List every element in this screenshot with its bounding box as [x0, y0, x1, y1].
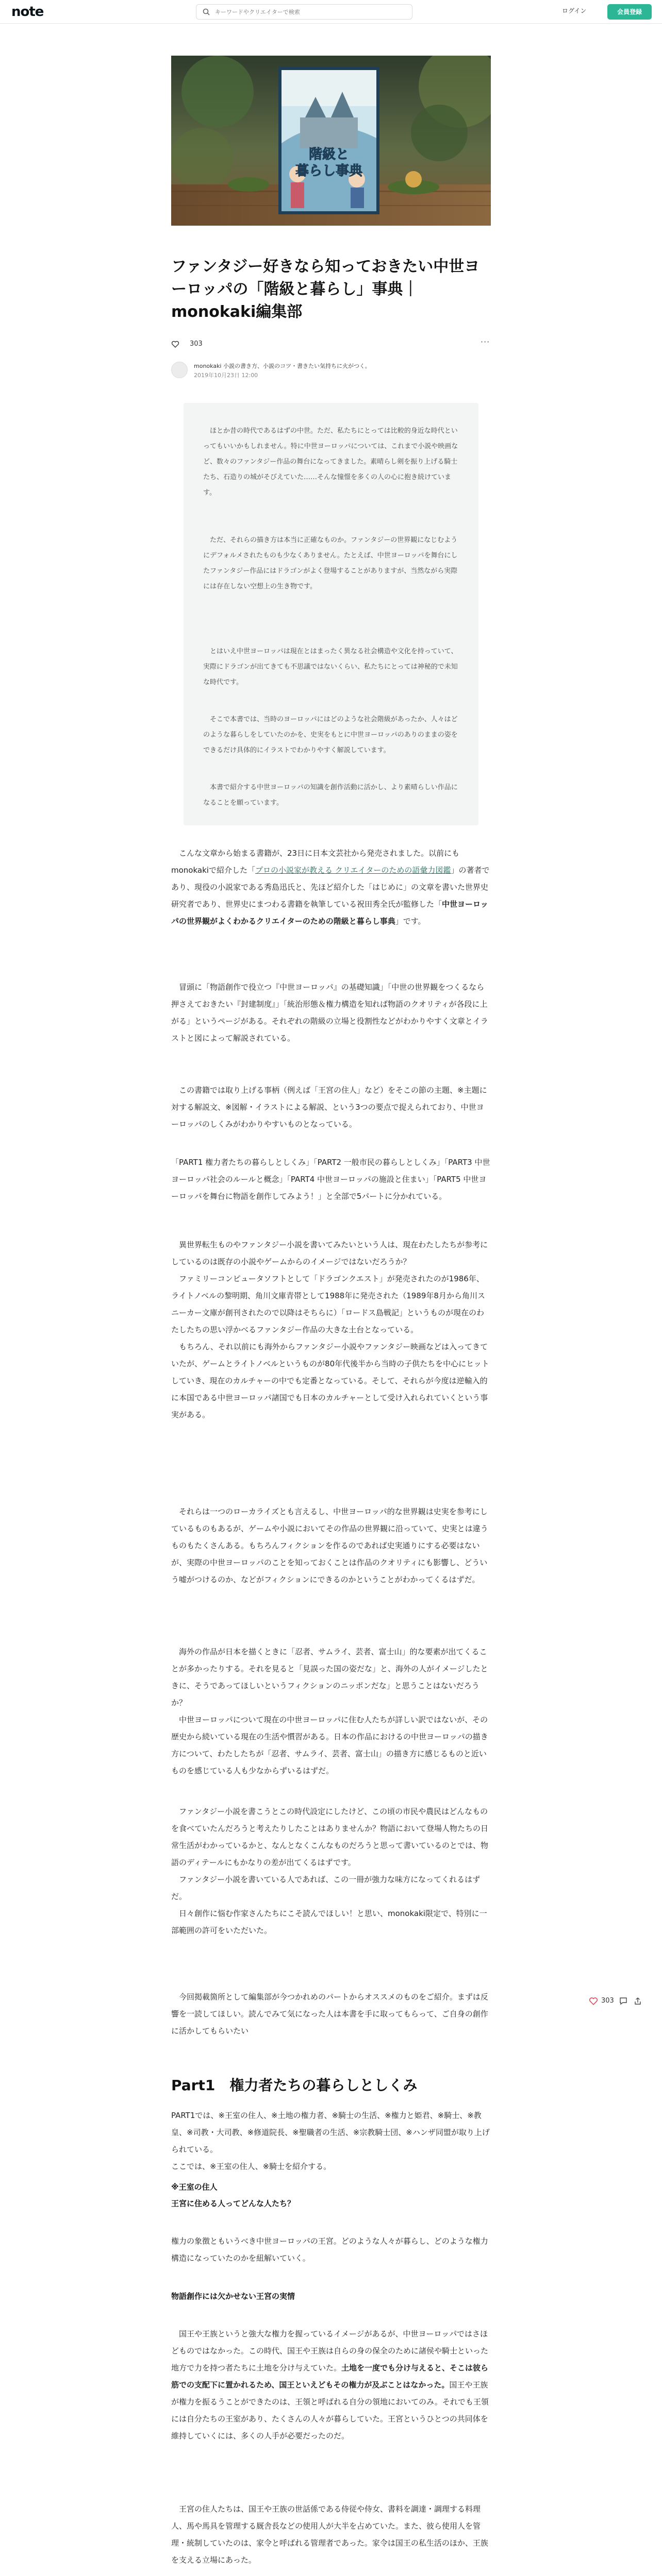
body-paragraph: 国王や王族というと強大な権力を握っているイメージがあるが、中世ヨーロッパではさほどものではなかった。この時代、国王や王族は自らの身の保全のために諸侯や騎士といった地方で力を持つ者たちに土地を分け与えていた。土地を一度でも分け与えると、そこは彼ら筋での支配下に置かれるため、国王といえどもその権力が及ぶことはなかった。国王や王族が権力を振るうことができたのは、王領と呼ばれる自分の領地においてのみ。それでも王領には自分たちの王室があり、たくさんの人々が暮らしていた。王宮というひとつの共同体を維持していくには、多くの人手が必要だったのだ。 — [171, 2329, 489, 2441]
note-logo[interactable]: note — [11, 4, 44, 20]
intro-paragraph: ほとか昔の時代であるはずの中世。ただ、私たちにとっては比較的身近な時代といってもいいかもしれません。特に中世ヨーロッパについては、これまで小説や映画など、数々のファンタジー作品の舞台になってきました。素晴らし剣を振り上げる騎士たち、石造りの城がそびえていた……そんな憧憬を多くの人の心に抱き続けています。 — [203, 427, 458, 497]
intro-paragraph: そこで本書では、当時のヨーロッパにはどのような社会階級があったか、人々はどのような暮らしをしていたのかを、史実をもとに中世ヨーロッパのありのままの姿をできるだけ具体的にイラストでわかりやすく解説しています。 — [203, 716, 458, 754]
body-paragraph: 海外の作品が日本を描くときに「忍者、サムライ、芸者、富士山」的な要素が出てくることが多かったりする。それを見ると「見誤った国の姿だな」と、海外の人がイメージしたときに、そうであってほしいというフィクションのニッポンだな」と思うことはないだろうか？ 中世ヨーロッパについて現在の中世ヨーロッパに住む人たちが詳しい訳ではないが、その歴史から続いている現在の生活や慣習がある。日本の作品におけるの中世ヨーロッパの描き方について、わたしたちが「忍者、サムライ、芸者、富士山」の描き方に感じるものと近いものを感じている人も少なからずいるはずだ。 — [171, 1647, 488, 1775]
body-paragraph: 冒頭に「物語創作で役立つ『中世ヨーロッパ』の基礎知識」「中世の世界観をつくるなら押さえておきたい『封建制度』」「統治形態＆権力構造を知れば物語のクオリティが各段に上がる」というページがある。それぞれの階級の立場と役割性などがわかりやすく文章とイラストと図によって解説されている。 — [171, 982, 488, 1043]
hero-image — [171, 56, 491, 226]
publish-date: 2019年10月23日 12:00 — [194, 372, 258, 379]
body-paragraph: ファンタジー小説を書こうとこの時代設定にしたけど、この頃の市民や農民はどんなものを食べていたんだろうと考えたりしたことはありませんか？物語において登場人物たちの日常生活がわかっているかと、なんとなくこんなものだろうと思って書いているのとでは、物語のディテールにもかなりの差が出てくるはずです。 ファンタジー小説を書いている人であれば、この一冊が強力な味方になってくれるはずだ。 日々創作に悩む作家さんたちにこそ読んでほしい！と思い、monokaki限定で、特別に一部範囲の許可をいただいた。 — [171, 1807, 489, 1935]
site-header — [0, 0, 662, 24]
body-paragraph: PART1では、※王室の住人、※土地の権力者、※騎士の生活、※権力と姫君、※騎士、※教皇、※司教・大司教、※修道院長、※聖職者の生活、※宗教騎士団、※ハンザ同盟が取り上げられている。 ここでは、※王室の住人、※騎士を紹介する。 — [171, 2111, 490, 2171]
body-paragraph: 「PART1 権力者たちの暮らしとしくみ」「PART2 一般市民の暮らしとしくみ」「PART3 中世ヨーロッパ社会のルールと概念」「PART4 中世ヨーロッパの施設と住まい」「PART5 中世ヨーロッパを舞台に物語を創作してみよう！」と全部で5パートに分かれている。 — [171, 1158, 490, 1201]
book-link[interactable]: プロの小説家が教える クリエイターのための語彙力図鑑 — [255, 866, 451, 875]
search-input[interactable] — [215, 5, 406, 19]
share-icon[interactable] — [633, 1996, 642, 2006]
cover-title-bottom: 暮らし事典 — [295, 163, 363, 179]
heart-icon[interactable] — [171, 340, 179, 348]
article-title: ファンタジー好きなら知っておきたい中世ヨーロッパの「階級と暮らし」事典｜monokaki編集部 — [171, 258, 480, 321]
like-count: 303 — [190, 340, 203, 348]
search-box[interactable] — [196, 4, 412, 20]
comment-icon[interactable] — [619, 1996, 628, 2006]
body-paragraph: 今回掲載箇所として編集部が今つかれめのパートからオススメのものをご紹介。まずは反響を一読してほしい。読んでみて気になった人は本書を手に取ってもらって、ご自身の創作に活かしてもらいたい — [171, 1992, 488, 2036]
login-link[interactable]: ログイン — [562, 7, 587, 14]
side-like-count: 303 — [601, 1997, 614, 2005]
author-block — [171, 361, 491, 381]
body-paragraph: この書籍では取り上げる事柄（例えば「王宮の住人」など）をそこの節の主題、※主題に対する解説文、※図解・イラストによる解説、という3つの要点で捉えられており、中世ヨーロッパのしくみがわかりやすいものとなっている。 — [171, 1086, 487, 1129]
intro-paragraph: 本書で紹介する中世ヨーロッパの知識を創作活動に活かし、より素晴らしい作品になることを願っています。 — [203, 784, 458, 807]
intro-quote — [184, 403, 478, 825]
avatar[interactable] — [171, 362, 188, 378]
body-paragraph: 異世界転生ものやファンタジー小説を書いてみたいという人は、現在わたしたちが参考にしているのは既存の小説やゲームからのイメージではないだろうか？ ファミリーコンピュータソフトとして「ドラゴンクエスト」が発売されたのが1986年、ライトノベルの黎明期、角川文庫青帯として1988年に発売された（1989年8月から角川スニーカー文庫が創刊されたので以降はそちらに）「ロードス島戦記」というものが現在のわたしたちの思い浮かべるファンタジー作品の大きな土台となっている。 もちろん、それ以前にも海外からファンタジー小説やファンタジー映画などは入ってきていたが、ゲームとライトノベルというものが80年代後半から当時の子供たちを中心にヒットしていき、現在のカルチャーの中でも定番となっている。そして、それらが今度は逆輸入的に本国である中世ヨーロッパ諸国でも日本のカルチャーとして受け入れられていくという事実がある。 — [171, 1240, 489, 1419]
body-paragraph: 権力の象徴ともいうべき中世ヨーロッパの王宮。どのような人々が暮らし、どのような権力構造になっていたのかを紐解いていく。 — [171, 2236, 488, 2263]
signup-button[interactable]: 会員登録 — [607, 4, 652, 20]
heart-icon[interactable] — [589, 1996, 598, 2006]
body-paragraph: 王宮の住人たちは、国王や王族の世話係である侍従や侍女、書料を調達・調理する料理人、馬や馬具を管理する厩舎長などの使用人が大半を占めていた。また、彼ら使用人を管理・統制していたのは、家令と呼ばれる管理者であった。家令は国王の私生活のほか、王族を支える立場にあった。 — [171, 2504, 488, 2565]
intro-paragraph: ただ、それらの描き方は本当に正確なものか。ファンタジーの世界観になじむようにデフォルメされたものも少なくありません。たとえば、中世ヨーロッパを舞台にしたファンタジー作品にはドラゴンがよく登場することがありますが、当然ながら実際には存在しない空想上の生き物です。 — [203, 536, 458, 590]
search-icon — [203, 8, 210, 15]
more-options-icon[interactable]: ··· — [481, 337, 490, 347]
cover-title-top: 階級と — [308, 147, 350, 162]
section-heading: Part1 権力者たちの暮らしとしくみ — [171, 2077, 418, 2094]
author-name[interactable]: monokaki 小説の書き方、小説のコツ・書きたい気持ちに火がつく。 — [194, 363, 371, 369]
body-paragraph: こんな文章から始まる書籍が、23日に日本文芸社から発売されました。以前にもmonokakiで紹介した「プロの小説家が教える クリエイターのための語彙力図鑑」の著者であり、現役の小説家である秀島迅氏と、先ほど紹介した「はじめに」の文章を書いた世界史研究者であり、世界史にまつわる書籍を執筆している祝田秀全氏が監修した「中世ヨーロッパの世界観がよくわかるクリエイターのための階級と暮らし事典」です。 — [171, 849, 490, 926]
intro-paragraph: とはいえ中世ヨーロッパは現在とはまったく異なる社会構造や文化を持っていて、実際にドラゴンが出てきても不思議ではないくらい、私たちにとっては神秘的で未知な時代です。 — [203, 648, 458, 686]
topic-label: ※王室の住人 — [171, 2182, 218, 2192]
topic-heading: 王宮に住める人ってどんな人たち？ — [171, 2199, 295, 2208]
sub-heading: 物語創作には欠かせない王宮の実情 — [171, 2292, 295, 2301]
side-actions — [589, 1995, 651, 2007]
body-paragraph: それらは一つのローカライズとも言えるし、中世ヨーロッパ的な世界観は史実を参考にしているものもあるが、ゲームや小説においてその作品の世界観に沿っていて、史実とは違うものもたくさんある。もちろんフィクションを作るのであれば史実通りにする必要はないが、実際の中世ヨーロッパのことを知っておくことは作品のクオリティにも影響し、どういう嘘がつけるのか、などがフィクションにできるのかということがわかってくるはずだ。 — [171, 1507, 488, 1584]
